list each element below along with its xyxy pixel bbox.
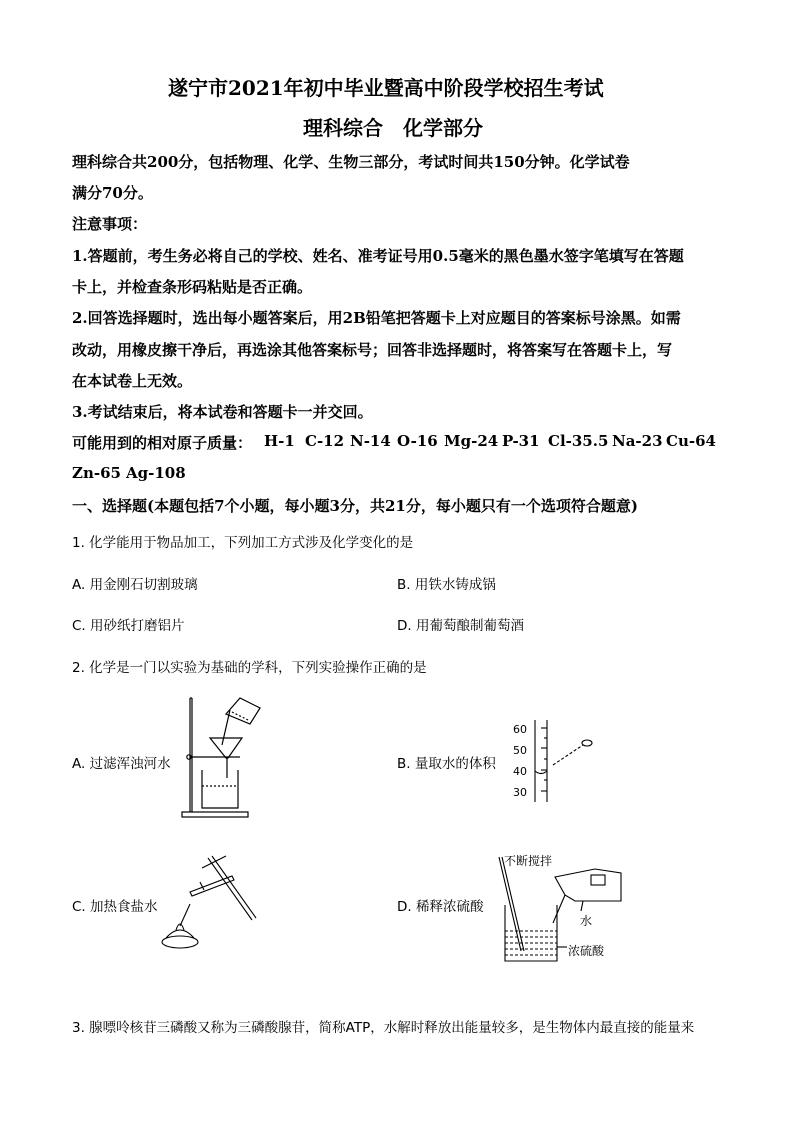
cylinder-tick-50: 50	[513, 744, 527, 757]
note-3: 3.考试结束后，将本试卷和答题卡一并交回。	[72, 403, 373, 421]
cylinder-tick-60: 60	[513, 723, 527, 736]
note-2-line-3: 在本试卷上无效。	[72, 372, 193, 390]
q1-option-a: A. 用金刚石切割玻璃	[72, 577, 198, 593]
notes-heading: 注意事项：	[72, 215, 148, 233]
section-1-heading: 一、选择题(本题包括7个小题，每小题3分，共21分，每小题只有一个选项符合题意)	[72, 497, 638, 515]
atomic-mass-cl: Cl-35.5	[548, 432, 609, 450]
intro-line-2: 满分70分。	[72, 184, 153, 202]
graduated-cylinder-figure	[505, 718, 600, 803]
heating-test-tube-figure	[160, 852, 270, 952]
atomic-mass-c: C-12	[305, 432, 345, 450]
exam-title: 遂宁市2021年初中毕业暨高中阶段学校招生考试	[168, 76, 604, 100]
note-1-line-2: 卡上，并检查条形码粘贴是否正确。	[72, 278, 313, 296]
atomic-mass-o: O-16	[397, 432, 438, 450]
cylinder-tick-40: 40	[513, 765, 527, 778]
q2-stem: 2. 化学是一门以实验为基础的学科，下列实验操作正确的是	[72, 660, 427, 676]
note-2-line-2: 改动，用橡皮擦干净后，再选涂其他答案标号；回答非选择题时，将答案写在答题卡上，写	[72, 341, 673, 359]
q1-option-c: C. 用砂纸打磨铝片	[72, 618, 185, 634]
atomic-mass-n: N-14	[350, 432, 391, 450]
atomic-mass-p: P-31	[502, 432, 540, 450]
q3-stem: 3. 腺嘌呤核苷三磷酸又称为三磷酸腺苷，简称ATP，水解时释放出能量较多，是生物体内最直接的能量来	[72, 1020, 695, 1036]
atomic-mass-cu: Cu-64	[666, 432, 716, 450]
cylinder-tick-30: 30	[513, 786, 527, 799]
atomic-mass-na: Na-23	[612, 432, 663, 450]
q2-option-c: C. 加热食盐水	[72, 899, 158, 915]
atomic-mass-zn: Zn-65	[72, 464, 121, 482]
q1-option-b: B. 用铁水铸成锅	[397, 577, 496, 593]
dilution-figure	[495, 855, 635, 970]
stir-label: 不断搅拌	[504, 854, 553, 868]
q1-option-d: D. 用葡萄酿制葡萄酒	[397, 618, 524, 634]
note-1-line-1: 1.答题前，考生务必将自己的学校、姓名、准考证号用0.5毫米的黑色墨水签字笔填写在答题	[72, 247, 684, 265]
atomic-mass-ag: Ag-108	[126, 464, 186, 482]
filtration-apparatus-figure	[180, 690, 280, 820]
q2-option-a: A. 过滤浑浊河水	[72, 756, 171, 772]
intro-line-1: 理科综合共200分，包括物理、化学、生物三部分，考试时间共150分钟。化学试卷	[72, 153, 630, 171]
q1-stem: 1. 化学能用于物品加工，下列加工方式涉及化学变化的是	[72, 535, 414, 551]
atomic-mass-h: H-1	[264, 432, 295, 450]
acid-label: 浓硫酸	[568, 944, 605, 958]
atomic-mass-label: 可能用到的相对原子质量：	[72, 434, 253, 452]
note-2-line-1: 2.回答选择题时，选出每小题答案后，用2B铅笔把答题卡上对应题目的答案标号涂黑。如需	[72, 309, 681, 327]
q2-option-d: D. 稀释浓硫酸	[397, 899, 484, 915]
q2-option-b: B. 量取水的体积	[397, 756, 496, 772]
water-label: 水	[580, 914, 593, 928]
atomic-mass-mg: Mg-24	[444, 432, 499, 450]
exam-subtitle: 理科综合 化学部分	[303, 116, 483, 140]
